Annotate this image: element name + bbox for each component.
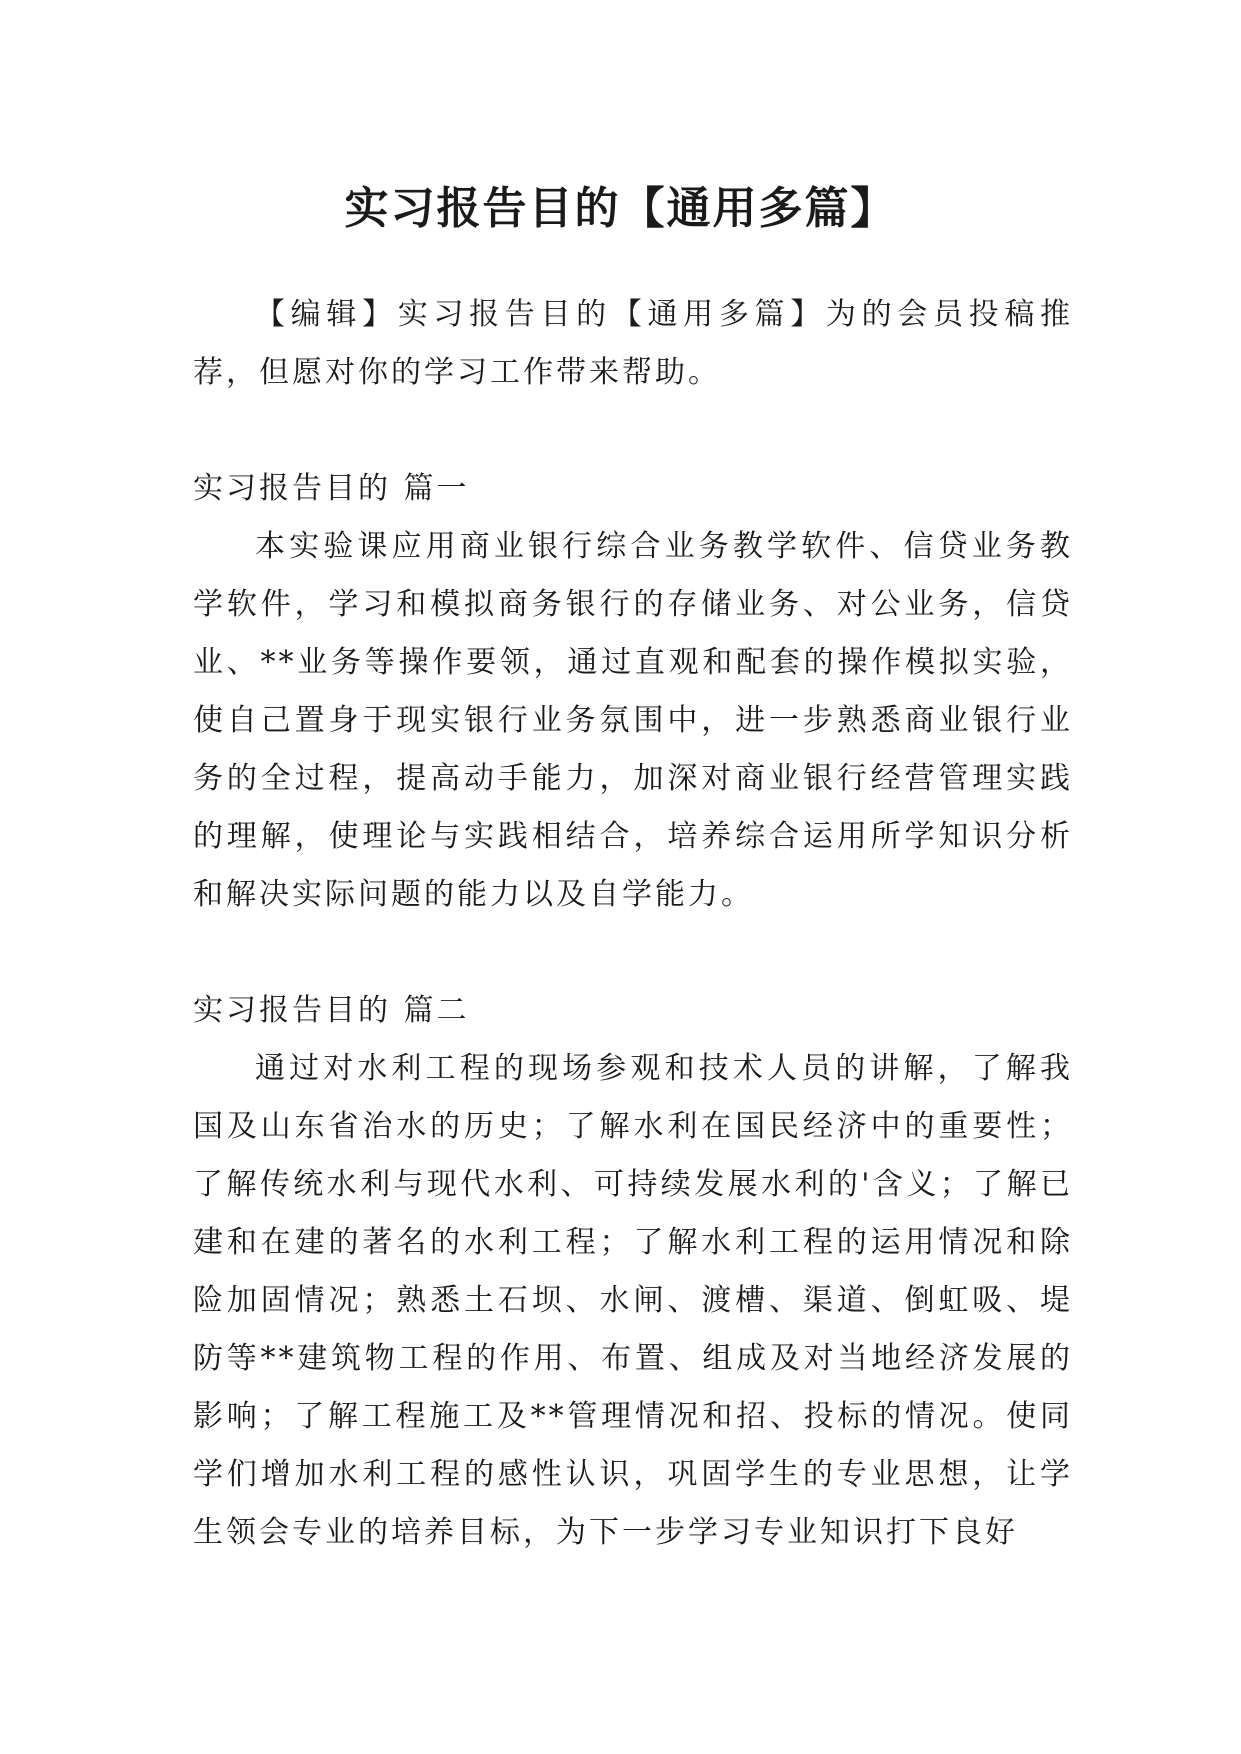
- intro-paragraph: 【编辑】实习报告目的【通用多篇】为的会员投稿推荐，但愿对你的学习工作带来帮助。: [193, 297, 1073, 390]
- section-paragraph: 通过对水利工程的现场参观和技术人员的讲解，了解我国及山东省治水的历史；了解水利在国民经济中的重要性；了解传统水利与现代水利、可持续发展水利的'含义；了解已建和在建的著名的水利工程；了解水利工程的运用情况和除险加固情况；熟悉土石坝、水闸、渡槽、渠道、倒虹吸、堤防等**建筑物工程的作用、布置、组成及对当地经济发展的影响；了解工程施工及**管理情况和招、投标的情况。使同学们增加水利工程的感性认识，巩固学生的专业思想，让学生领会专业的培养目标，为下一步学习专业知识打下良好: [193, 1051, 1073, 1550]
- section-heading: 实习报告目的 篇一: [193, 471, 470, 506]
- spacer: [193, 924, 1073, 982]
- document-body: [193, 286, 1073, 1562]
- document-title: 实习报告目的【通用多篇】: [344, 183, 897, 235]
- spacer: [193, 402, 1073, 460]
- section-heading: 实习报告目的 篇二: [193, 993, 470, 1028]
- section-paragraph: 本实验课应用商业银行综合业务教学软件、信贷业务教学软件，学习和模拟商务银行的存储业务、对公业务，信贷业、**业务等操作要领，通过直观和配套的操作模拟实验，使自己置身于现实银行业务氛围中，进一步熟悉商业银行业务的全过程，提高动手能力，加深对商业银行经营管理实践的理解，使理论与实践相结合，培养综合运用所学知识分析和解决实际问题的能力以及自学能力。: [193, 529, 1073, 912]
